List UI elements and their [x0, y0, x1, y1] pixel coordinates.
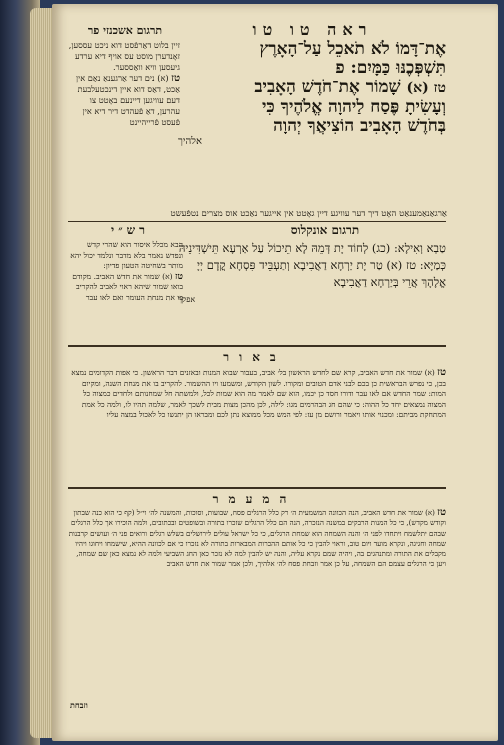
- onkelos-text: [178, 240, 446, 308]
- yiddish-paragraph: (א) נים דער אַרגענאַ נאַם אין אַכט, דאַס דוא איין דינכטעלבעת דעם עוויגען דיינעם באָטט צו עהרען, דאַ פֿעהדט דיר דיא אין פֿעסט פֿרייהיינט: [76, 73, 180, 127]
- verse-line: [178, 78, 446, 98]
- beur-text: [66, 368, 446, 421]
- meamer-verse-number: טז: [437, 507, 446, 518]
- beur-paragraph: (א) שמור את חדש האביב, קרא שם לחדש הראשון בל׳ אביב, בעבור שבוא המנות ובאזנים דבר הראשון. כי אפות הקדומים נמצא בכן, כי נפרש הבראשית כן בכם לבני אדם הטובים ומקורו. לשון הקודש, ומשמעו ויו ההשמור. להקריב בו את מנחת השנה, ומקיום המות: שמר החדש אם לאו עבר ודורו חסד כן יכמו, הוא שם לאמר מה הוא שמות לכל, ולמשתה חל שמחנותם ולחדים כמצוה כל המצוה נמצאים יחד כל ההוה: כי שהם חג הבהרמים מגו: לילה, לכן מהכן מצות מבית לשכך לאמר, שלמה תהיו לו, ולמה כל אמת המתחקת מביתם: ומכנוי אותו ויאמר ורושם מן עז: לפי המש מכל ממוצא נתן לכם ומבראו הן יתנשו כל לאכול במצה עליו: [71, 368, 446, 420]
- yiddish-continuation-line: אַרגאַנאַמענאַט האָט דיך דער עוויגע דיין גאָטט אין אייגער נאַכט אוס מצרים נטפֿעשט: [170, 209, 447, 219]
- onkelos-title: תרגום אונקלוס: [290, 223, 360, 237]
- verse-line: תִּשְׁפְּכֶנּוּ כַּמָּיִם: פ: [335, 58, 446, 78]
- page-catchword: וזבחת: [70, 700, 88, 710]
- verse-line: וְעָשִׂיתָ פֶּסַח לַיהוָה אֱלֹהֶיךָ כִּי: [261, 97, 446, 117]
- beur-verse-number: טז: [437, 367, 446, 378]
- meamer-text: [66, 508, 446, 570]
- beur-title: באור: [223, 350, 286, 364]
- rashi-text: [68, 240, 183, 303]
- meamer-title: המעמר: [212, 492, 297, 506]
- yiddish-paragraph: זיין בלוט דאַרפֿסט דוא ניכט עססען, זאָנדערן מוסט עס אויף דיא ערדע גיעסען וויא וואַססער.: [68, 40, 180, 72]
- torah-verse: [178, 40, 446, 147]
- divider: [68, 487, 446, 489]
- rashi-paragraph: (א) שמור את חדש האביב. מקודם בואו שמור שיהא ראוי לאביב להקריב בו את מנחת העומר ואם לאו עבר: [72, 271, 183, 302]
- onkelos-catchword: אפקך: [178, 295, 196, 304]
- rashi-paragraph: הבא מכלל איסור הוא שהרי קדש ונפדש נאמר בלא מדבר ונלמד יכול יהא מותר בשחיטה הטעון פדיון:: [70, 240, 183, 270]
- yiddish-translation-title: תרגום אשכנזי פר: [87, 24, 163, 37]
- verse-number: טז (א): [406, 80, 446, 96]
- rashi-verse-number: טז: [175, 271, 183, 282]
- yiddish-translation-text: [68, 40, 180, 128]
- verse-text: שָׁמוֹר אֶת־חֹדֶשׁ הָאָבִיב: [254, 77, 401, 97]
- divider: [68, 221, 446, 222]
- yiddish-verse-number: טז: [171, 73, 180, 84]
- verse-line: אֶת־דָּמוֹ לֹא תֹאכֵל עַל־הָאָרֶץ: [259, 39, 446, 59]
- divider: [68, 345, 446, 347]
- meamer-paragraph: (א) שמור את חדש האביב, הנה הכוונה המשמעית ה׳ רק כלל הרגלים פסח, שבועות, וסוכות, והמשנה לה׳ וי״ל (קף כי הוא כנה שבתון וקודש מקדש), כי כל המנות הרבקים במשנה הנזכרה, הנה הם כלל הרגלים שזכרו בתורה ובשופטים ובכתובים, ולמה הוכירו אך כלל הרגלים שבהם יתלשמח ויתחדו לפני ה׳ והנה השמחה הוא שמחת הרגלים, כי כל ישראל עולים לירושלים בשלש רגלים ורואים פני ה׳ ועושים קרבנות שמחה וחגיגה, ונקרא מועד ויום טוב, וראוי להבין כי כל אותם ההכרות המבארות בתורה לא נזכרו כי אם לכוונה ההיא, שישמחו ויחוגו ויהיו מקבלים את התורה ומתנהגים בה, ויהיה שמם נקרא עליה, והנה יש להבין למה לא נזכר כאן החג השביעי ולמה לא נמצא כאן שם שמחה, ויען כי הרגלים עצמם הם השמחה, על כן אמר וזבחת פסח לה׳ אלהיך, ולכן אמר שמור את חדש האביב: [68, 508, 446, 569]
- rashi-title: רש״י: [110, 223, 150, 237]
- running-header: ראה טו טו: [252, 20, 373, 39]
- verse-catchword: אלהיך: [178, 136, 202, 147]
- verse-line: בְּחֹדֶשׁ הָאָבִיב הוֹצִיאֲךָ יְהוָה: [273, 116, 446, 136]
- onkelos-paragraph: טַבְא וְאִילָא: (כג) לְחוֹד יָת דְּמֵהּ לָא תֵיכוֹל עַל אַרְעָא תֵּישְׁדִּינֵיהּ כְּמַיָּא: טז (א) טַר יָת יַרְחָא דַאֲבִיבָא וְתַעְבֵּיד פִּסְחָא קֳדָם יְיָ אֱלָהָךְ אֲרֵי בְּיַרְחָא דַאֲבִיבָא: [178, 241, 446, 289]
